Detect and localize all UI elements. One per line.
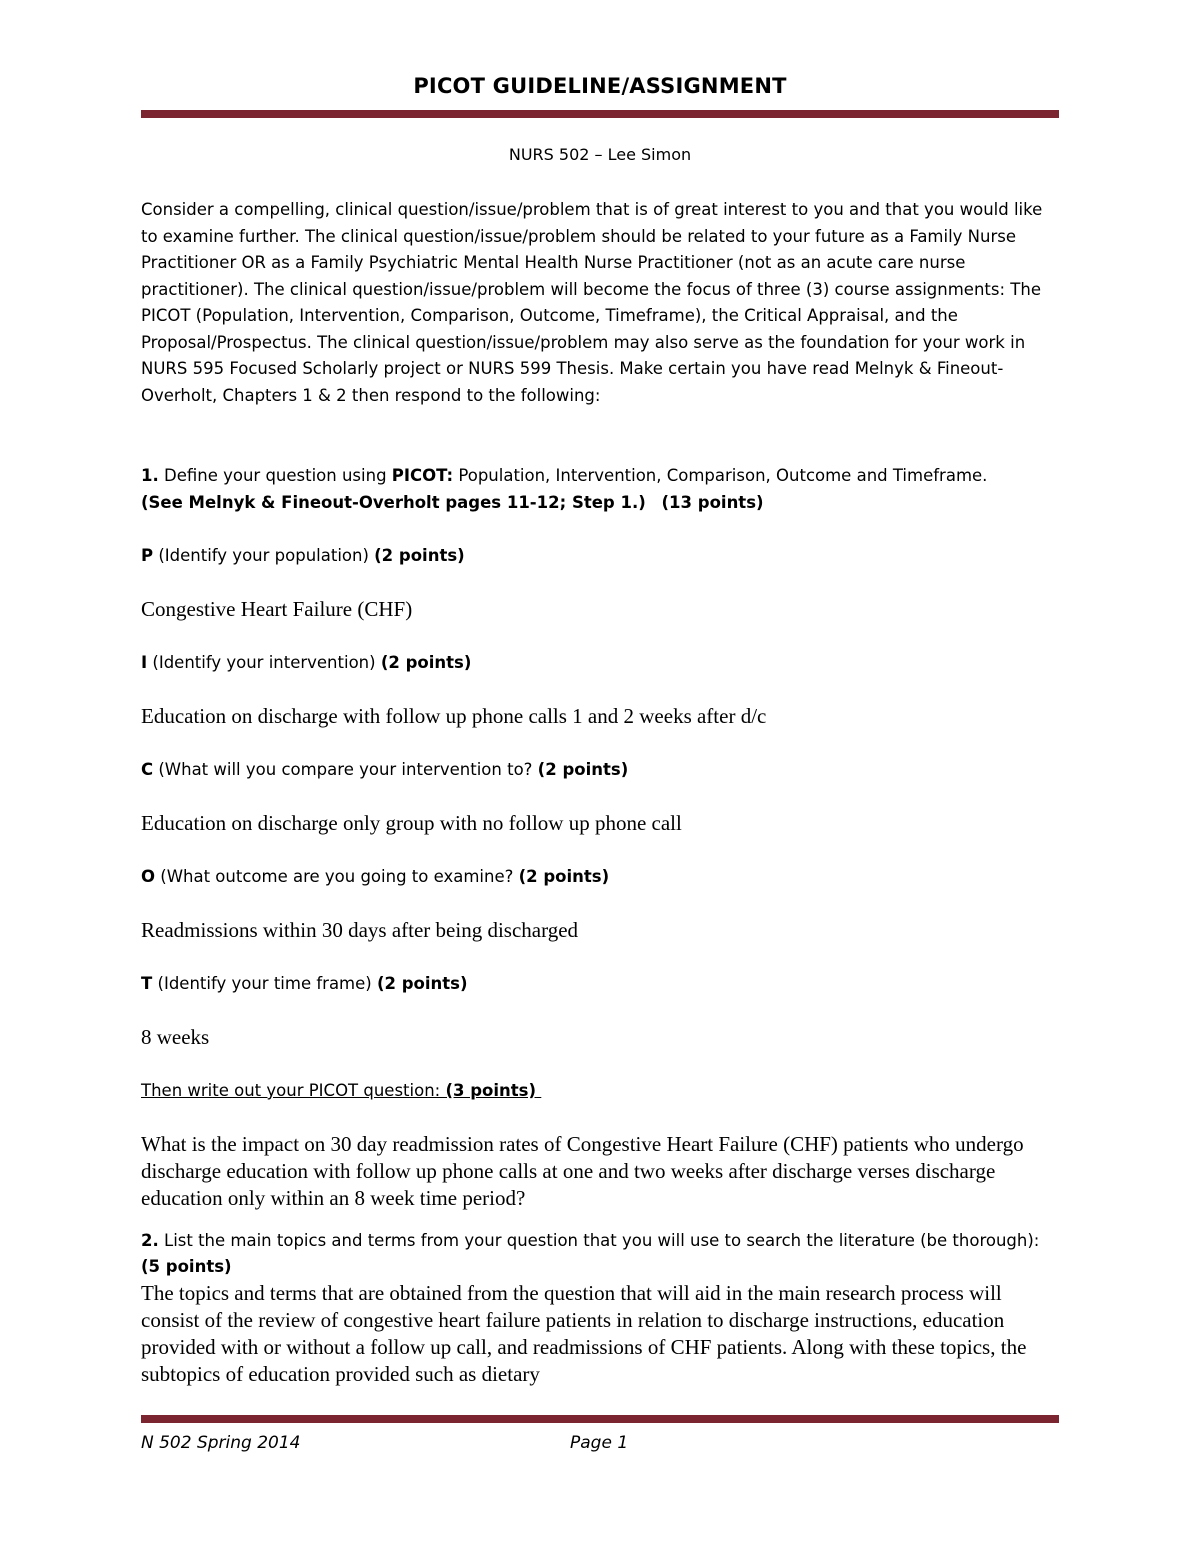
picot-question-prompt: Then write out your PICOT question: (141, 1081, 446, 1100)
question-2 (141, 1228, 1061, 1280)
question-1-text-a: Define your question using (158, 466, 392, 485)
item-i-prompt: (Identify your intervention) (147, 653, 381, 672)
footer-divider (141, 1415, 1059, 1423)
item-p-answer: Congestive Heart Failure (CHF) (141, 597, 413, 621)
item-o-points: (2 points) (518, 867, 610, 886)
intro-paragraph: Consider a compelling, clinical question/issue/problem that is of great interest to you and that you would like to examine further. The clinical question/issue/problem should be related to your future as a Family Nurse Practitioner OR as a Family Psychiatric Mental Health Nurse Practitioner (not as an acute care nurse practitioner). The clinical question/issue/problem will become the focus of three (3) course assignments: The PICOT (Population, Intervention, Comparison, Outcome, Timeframe), the Critical Appraisal, and the Proposal/Prospectus. The clinical question/issue/problem may also serve as the foundation for your work in NURS 595 Focused Scholarly project or NURS 599 Thesis. Make certain you have read Melnyk & Fineout-Overholt, Chapters 1 & 2 then respond to the following: (141, 200, 1043, 405)
item-o-prompt: (What outcome are you going to examine? (155, 867, 519, 886)
item-i-answer: Education on discharge with follow up phone calls 1 and 2 weeks after d/c (141, 704, 767, 728)
item-t-letter: T (141, 974, 153, 993)
footer-page-number: Page 1 (570, 1433, 629, 1453)
item-t-answer: 8 weeks (141, 1025, 210, 1049)
item-p-points: (2 points) (374, 546, 465, 565)
picot-question-points: (3 points) (445, 1081, 537, 1100)
item-o-letter: O (141, 867, 156, 886)
question-2-answer: The topics and terms that are obtained from the question that will aid in the main research process will consist of the review of congestive heart failure patients in relation to discharge instructions, education provided with or without a follow up call, and readmissions of CHF patients. Along with these topics, the subtopics of education provided such as dietary (141, 1281, 1027, 1386)
question-2-points: (5 points) (141, 1257, 232, 1276)
item-p-letter: P (141, 546, 154, 565)
item-t-heading (141, 971, 1061, 997)
item-c-prompt: (What will you compare your intervention to? (153, 760, 538, 779)
question-2-number: 2. (141, 1231, 159, 1250)
course-subtitle: NURS 502 – Lee Simon (508, 145, 692, 164)
item-o-heading (141, 864, 1061, 890)
question-1-reference: (See Melnyk & Fineout-Overholt pages 11-12; Step 1.) (141, 492, 646, 512)
item-p-prompt: (Identify your population) (153, 546, 375, 565)
item-c-answer: Education on discharge only group with no follow up phone call (141, 811, 682, 835)
header-divider (141, 110, 1059, 118)
page-title: PICOT GUIDELINE/ASSIGNMENT (413, 74, 787, 98)
question-1-points: (13 points) (661, 492, 764, 512)
question-2-text: List the main topics and terms from your question that you will use to search the literature (be thorough): (158, 1231, 1040, 1250)
picot-question-heading (141, 1078, 1061, 1104)
item-c-heading (141, 757, 1061, 783)
item-t-prompt: (Identify your time frame) (152, 974, 377, 993)
item-c-letter: C (141, 760, 154, 779)
item-o-answer: Readmissions within 30 days after being discharged (141, 918, 579, 942)
question-1-number: 1. (141, 466, 159, 485)
item-i-heading (141, 650, 1061, 676)
item-i-letter: I (141, 653, 148, 672)
item-c-points: (2 points) (537, 760, 629, 779)
item-i-points: (2 points) (380, 653, 472, 672)
item-p-heading (141, 543, 1061, 569)
picot-question-answer: What is the impact on 30 day readmission rates of Congestive Heart Failure (CHF) patients who undergo discharge education with follow up phone calls at one and two weeks after discharge verses discharge education only within an 8 week time period? (141, 1132, 1024, 1210)
item-t-points: (2 points) (376, 974, 468, 993)
question-1-text-b: Population, Intervention, Comparison, Outcome and Timeframe. (453, 466, 988, 485)
question-1 (141, 463, 1061, 516)
document-body (141, 197, 1061, 1388)
footer-course: N 502 Spring 2014 (141, 1433, 301, 1453)
question-1-picot: PICOT: (391, 466, 454, 485)
